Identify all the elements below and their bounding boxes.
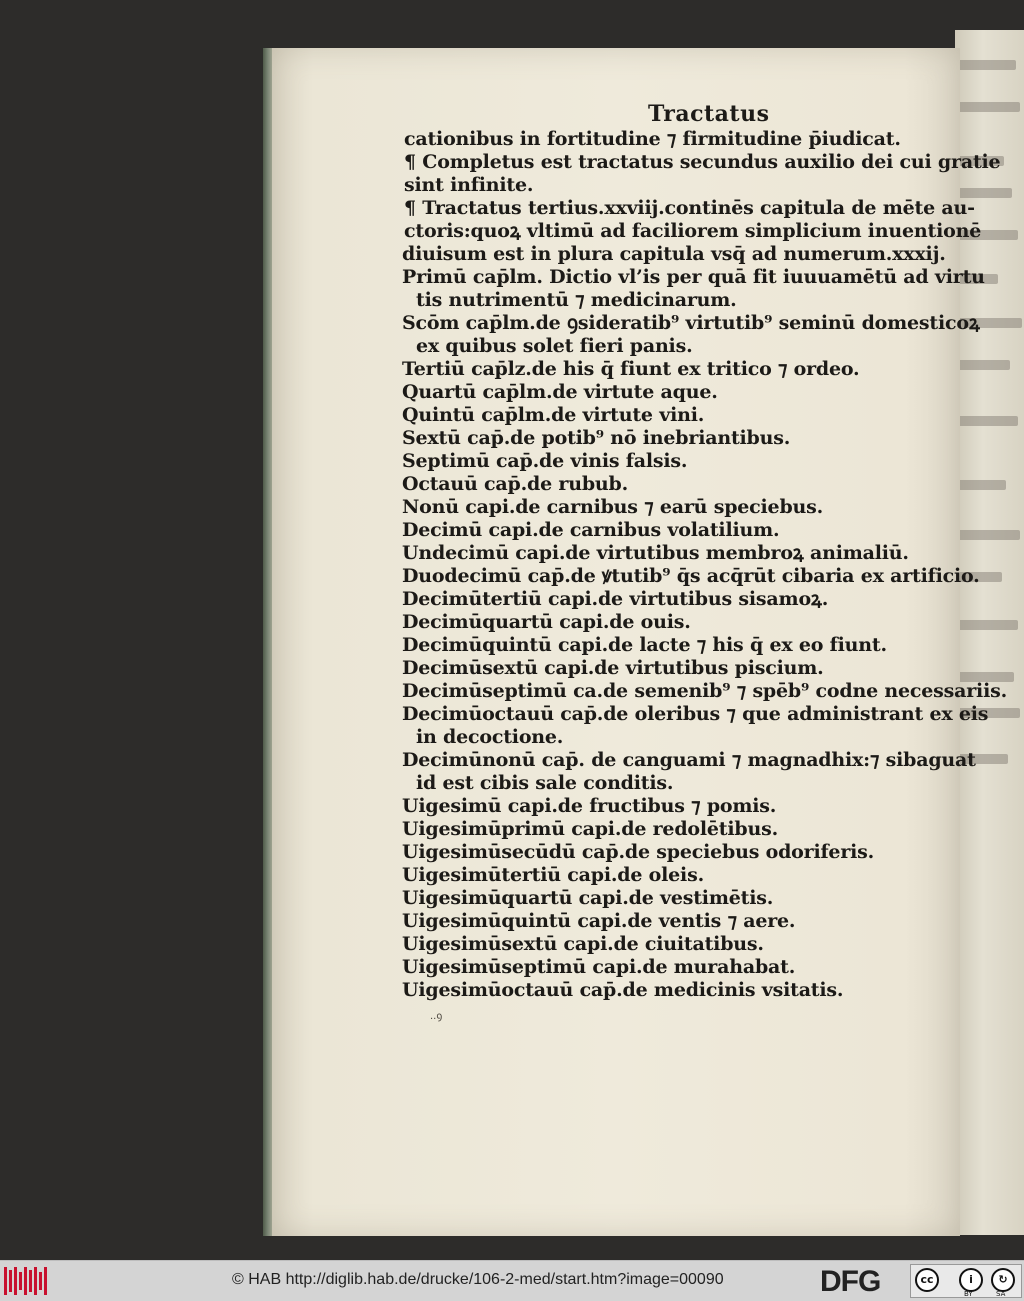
text-line: Primū cap̄lm. Dictio vl’is per quā fit iuuuamētū ad virtu	[402, 266, 985, 288]
text-line: ex quibus solet fieri panis.	[416, 335, 693, 357]
text-line: cationibus in fortitudine ⁊ firmitudine p̄iudicat.	[404, 128, 901, 150]
cc-icon: cc	[915, 1268, 939, 1292]
text-line: Uigesimūquartū capi.de vestimētis.	[402, 887, 774, 909]
text-line: Undecimū capi.de virtutibus membroꝝ animaliū.	[402, 542, 909, 564]
text-line: Decimū capi.de carnibus volatilium.	[402, 519, 780, 541]
text-line: Decimūtertiū capi.de virtutibus sisamoꝝ.	[402, 588, 829, 610]
text-line: Uigesimūsecūdū cap̄.de speciebus odoriferis.	[402, 841, 875, 863]
by-label: BY	[964, 1290, 973, 1298]
text-line: Uigesimūseptimū capi.de murahabat.	[402, 956, 796, 978]
text-line: diuisum est in plura capitula vsq̄ ad numerum.xxxij.	[402, 243, 946, 265]
text-line: in decoctione.	[416, 726, 564, 748]
by-icon: i	[959, 1268, 983, 1292]
text-line: Nonū capi.de carnibus ⁊ earū speciebus.	[402, 496, 824, 518]
text-line: Uigesimūoctauū cap̄.de medicinis vsitatis.	[402, 979, 844, 1001]
signature-mark: ..ꝯ	[430, 1011, 443, 1022]
license-badge[interactable]	[910, 1264, 1022, 1298]
text-line: Septimū cap̄.de vinis falsis.	[402, 450, 688, 472]
text-line: Decimūquartū capi.de ouis.	[402, 611, 691, 633]
text-line: Octauū cap̄.de rubub.	[402, 473, 629, 495]
sa-label: SA	[996, 1290, 1006, 1298]
text-line: Uigesimū capi.de fructibus ⁊ pomis.	[402, 795, 777, 817]
permalink-text[interactable]: © HAB http://diglib.hab.de/drucke/106-2-med/start.htm?image=00090	[232, 1271, 724, 1288]
text-line: Decimūnonū cap̄. de canguami ⁊ magnadhix:⁊ sibaguat	[402, 749, 976, 771]
text-line: Uigesimūquintū capi.de ventis ⁊ aere.	[402, 910, 796, 932]
text-line: Decimūseptimū ca.de semenib⁹ ⁊ spēb⁹ codne necessariis.	[402, 680, 1007, 702]
text-line: Uigesimūprimū capi.de redolētibus.	[402, 818, 778, 840]
text-line: Quartū cap̄lm.de virtute aque.	[402, 381, 718, 403]
text-line: sint infinite.	[404, 174, 534, 196]
text-line: Duodecimū cap̄.de ꝟtutib⁹ q̄s acq̄rūt cibaria ex artificio.	[402, 565, 980, 587]
text-line: ¶ Tractatus tertius.xxviij.continēs capitula de mēte au-	[404, 197, 975, 219]
text-line: ctoris:quoꝝ vltimū ad faciliorem simplicium inuentionē	[404, 220, 982, 242]
running-head: Tractatus	[648, 101, 770, 127]
hab-library-logo-icon[interactable]	[4, 1267, 48, 1295]
text-line: Decimūoctauū cap̄.de oleribus ⁊ que administrant ex eis	[402, 703, 989, 725]
text-line: Decimūsextū capi.de virtutibus piscium.	[402, 657, 824, 679]
text-line: Decimūquintū capi.de lacte ⁊ his q̄ ex eo fiunt.	[402, 634, 887, 656]
text-line: Scōm cap̄lm.de ꝯsideratib⁹ virtutib⁹ seminū domesticoꝝ	[402, 312, 980, 334]
text-line: Uigesimūtertiū capi.de oleis.	[402, 864, 704, 886]
text-line: Quintū cap̄lm.de virtute vini.	[402, 404, 705, 426]
text-line: id est cibis sale conditis.	[416, 772, 674, 794]
text-line: tis nutrimentū ⁊ medicinarum.	[416, 289, 737, 311]
text-line: ¶ Completus est tractatus secundus auxilio dei cui gratie	[404, 151, 1001, 173]
dfg-logo-icon[interactable]: DFG	[820, 1265, 881, 1298]
text-line: Tertiū cap̄lz.de his q̄ fiunt ex tritico ⁊ ordeo.	[402, 358, 860, 380]
text-line: Uigesimūsextū capi.de ciuitatibus.	[402, 933, 764, 955]
sa-icon: ↻	[991, 1268, 1015, 1292]
info-bar	[0, 1260, 1024, 1301]
text-line: Sextū cap̄.de potib⁹ nō inebriantibus.	[402, 427, 791, 449]
